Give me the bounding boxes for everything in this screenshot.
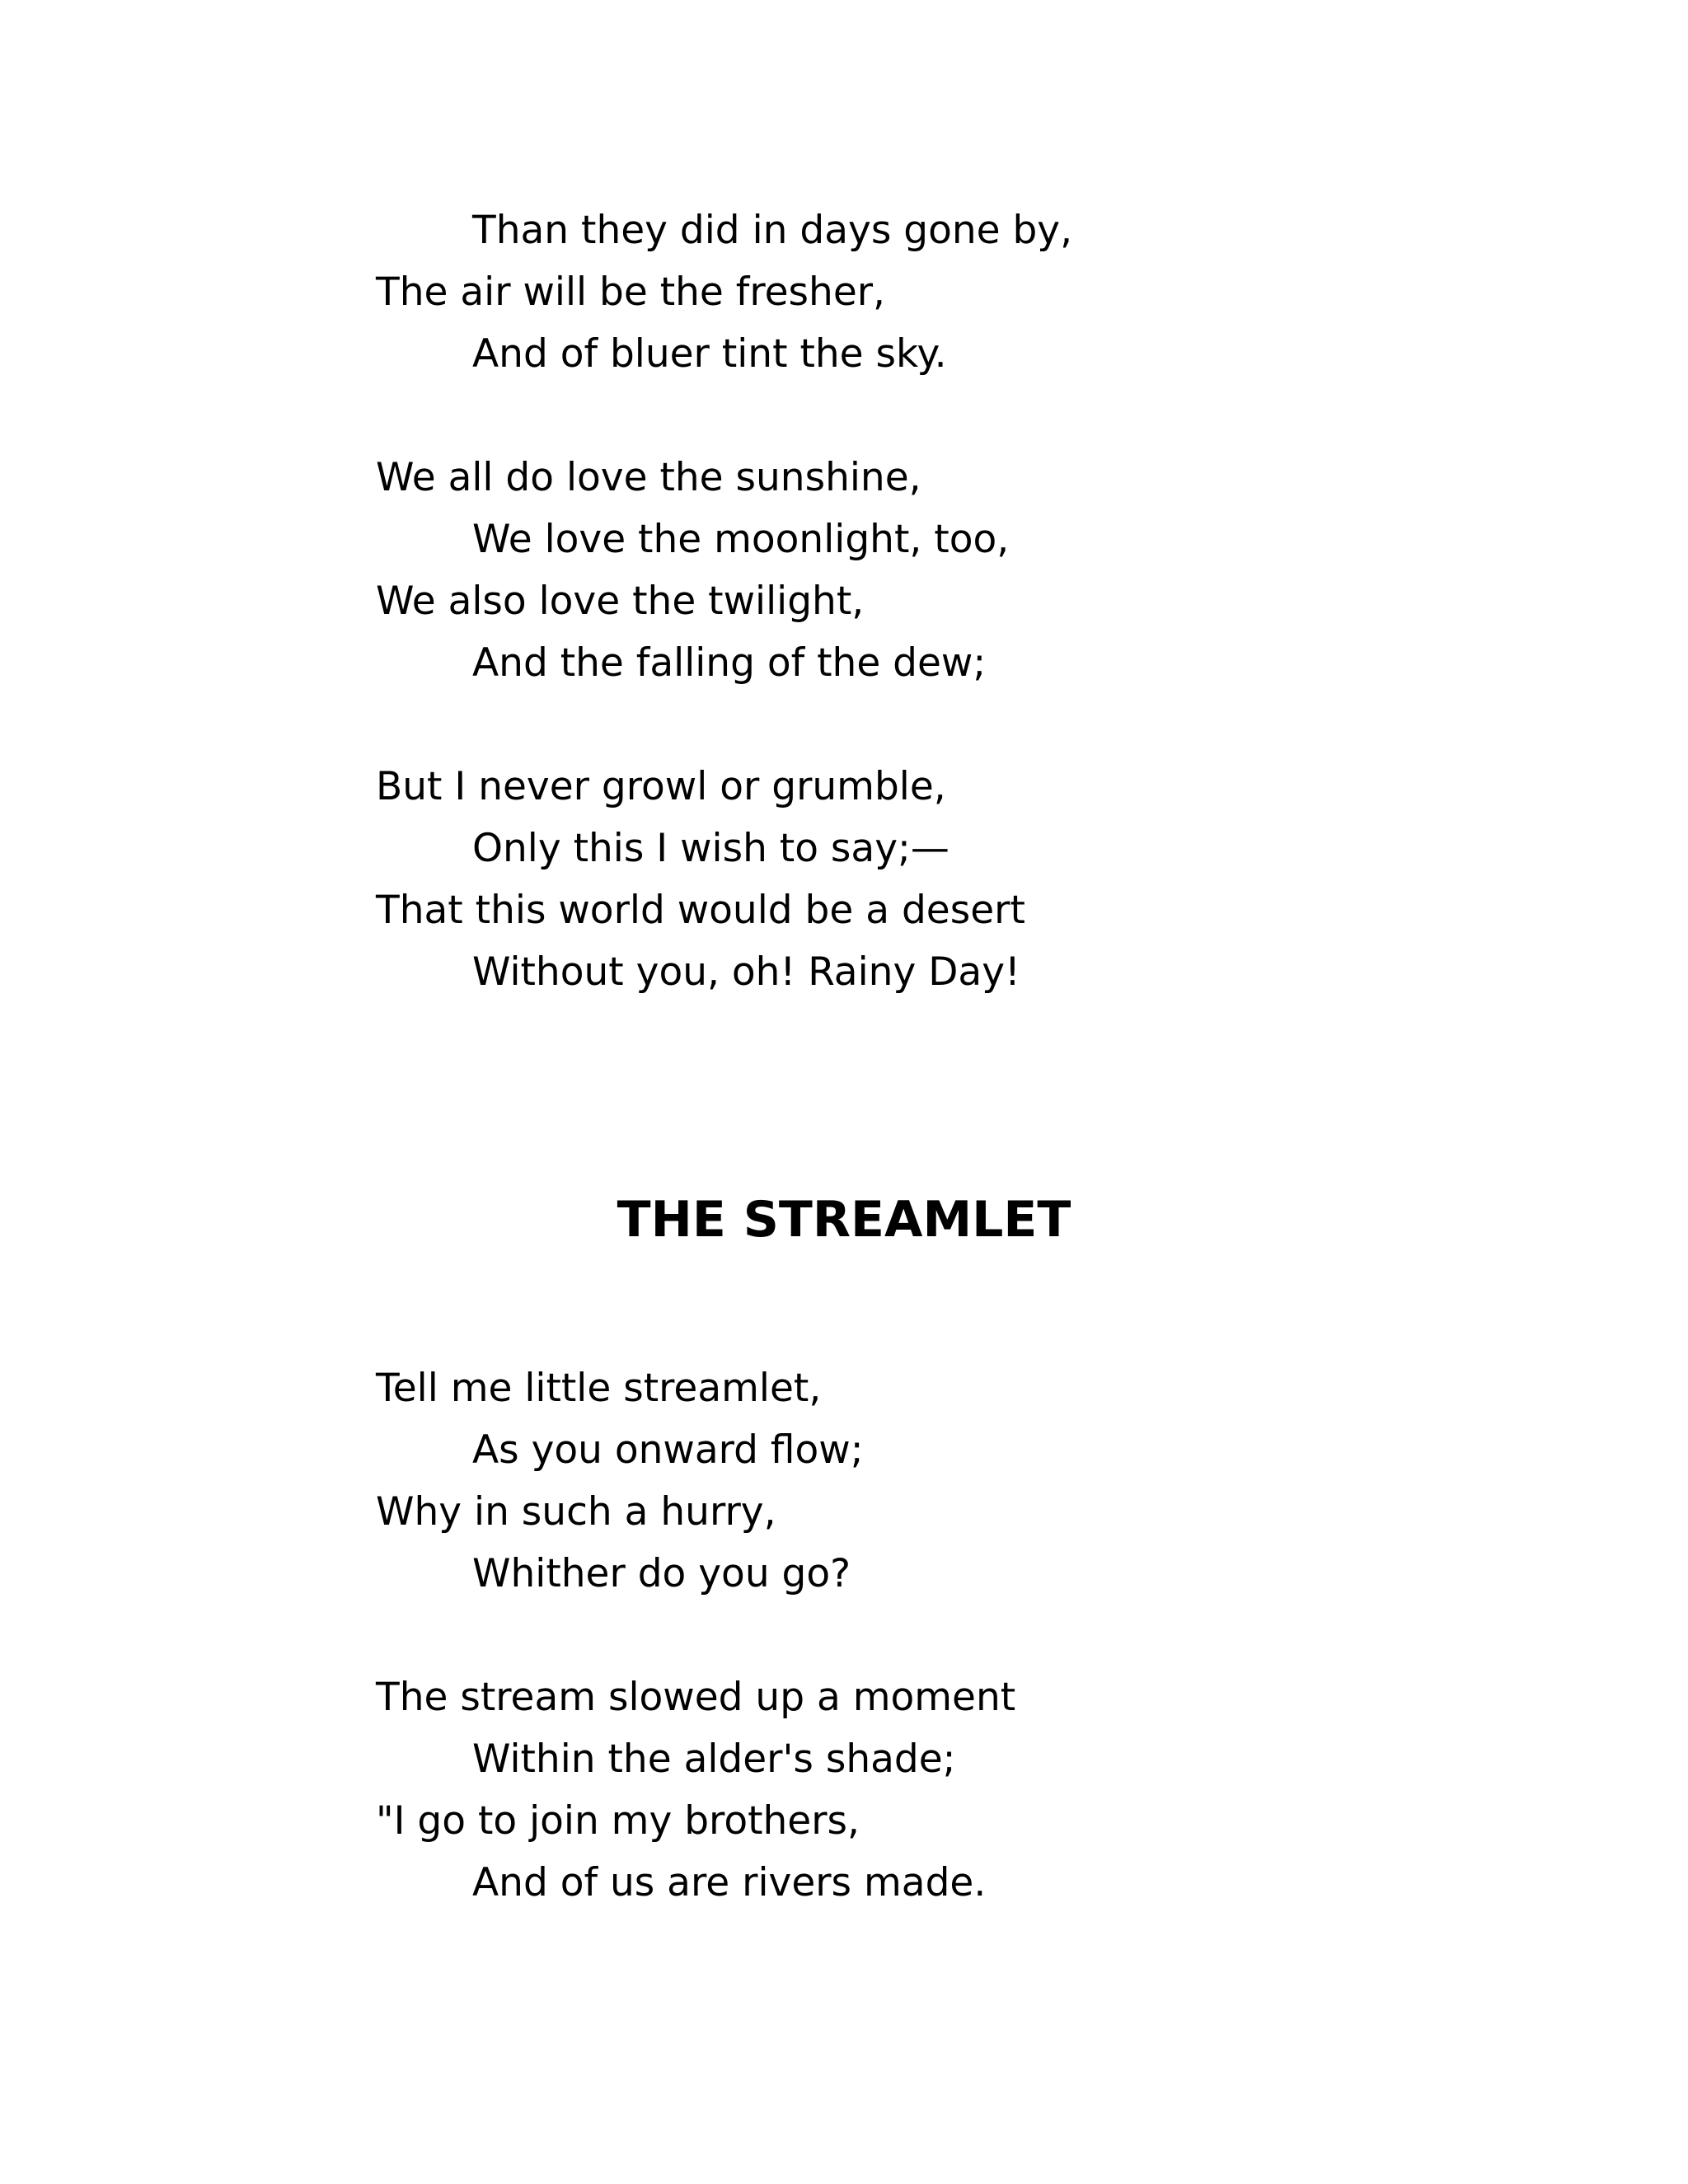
poem-line: The stream slowed up a moment bbox=[376, 1675, 1016, 1720]
poem-line: Without you, oh! Rainy Day! bbox=[472, 949, 1020, 995]
stanza bbox=[376, 1666, 1447, 1914]
poem-line: "I go to join my brothers, bbox=[376, 1798, 860, 1844]
poem-line: We also love the twilight, bbox=[376, 579, 865, 624]
poem-line: Tell me little streamlet, bbox=[376, 1366, 822, 1411]
poem-line: And of us are rivers made. bbox=[472, 1860, 987, 1905]
stanza bbox=[376, 447, 1447, 694]
poem-line: Than they did in days gone by, bbox=[472, 208, 1073, 253]
stanza bbox=[376, 1357, 1447, 1605]
stanza bbox=[376, 756, 1447, 1003]
poem-line: Why in such a hurry, bbox=[376, 1489, 776, 1535]
poem-line: We all do love the sunshine, bbox=[376, 455, 921, 500]
poem-title: THE STREAMLET bbox=[617, 1191, 1071, 1249]
poem-line: But I never growl or grumble, bbox=[376, 764, 946, 809]
poem-line: We love the moonlight, too, bbox=[472, 517, 1010, 562]
poem-line: And of bluer tint the sky. bbox=[472, 331, 947, 377]
poem-line: As you onward flow; bbox=[472, 1427, 864, 1473]
poem-line: Only this I wish to say;— bbox=[472, 826, 950, 871]
stanza bbox=[376, 199, 1447, 385]
poem-line: The air will be the fresher, bbox=[376, 269, 885, 315]
poem-line: That this world would be a desert bbox=[376, 888, 1025, 933]
poem-line: Within the alder's shade; bbox=[472, 1736, 956, 1782]
poem-line: And the falling of the dew; bbox=[472, 640, 987, 686]
poem-line: Whither do you go? bbox=[472, 1551, 851, 1596]
